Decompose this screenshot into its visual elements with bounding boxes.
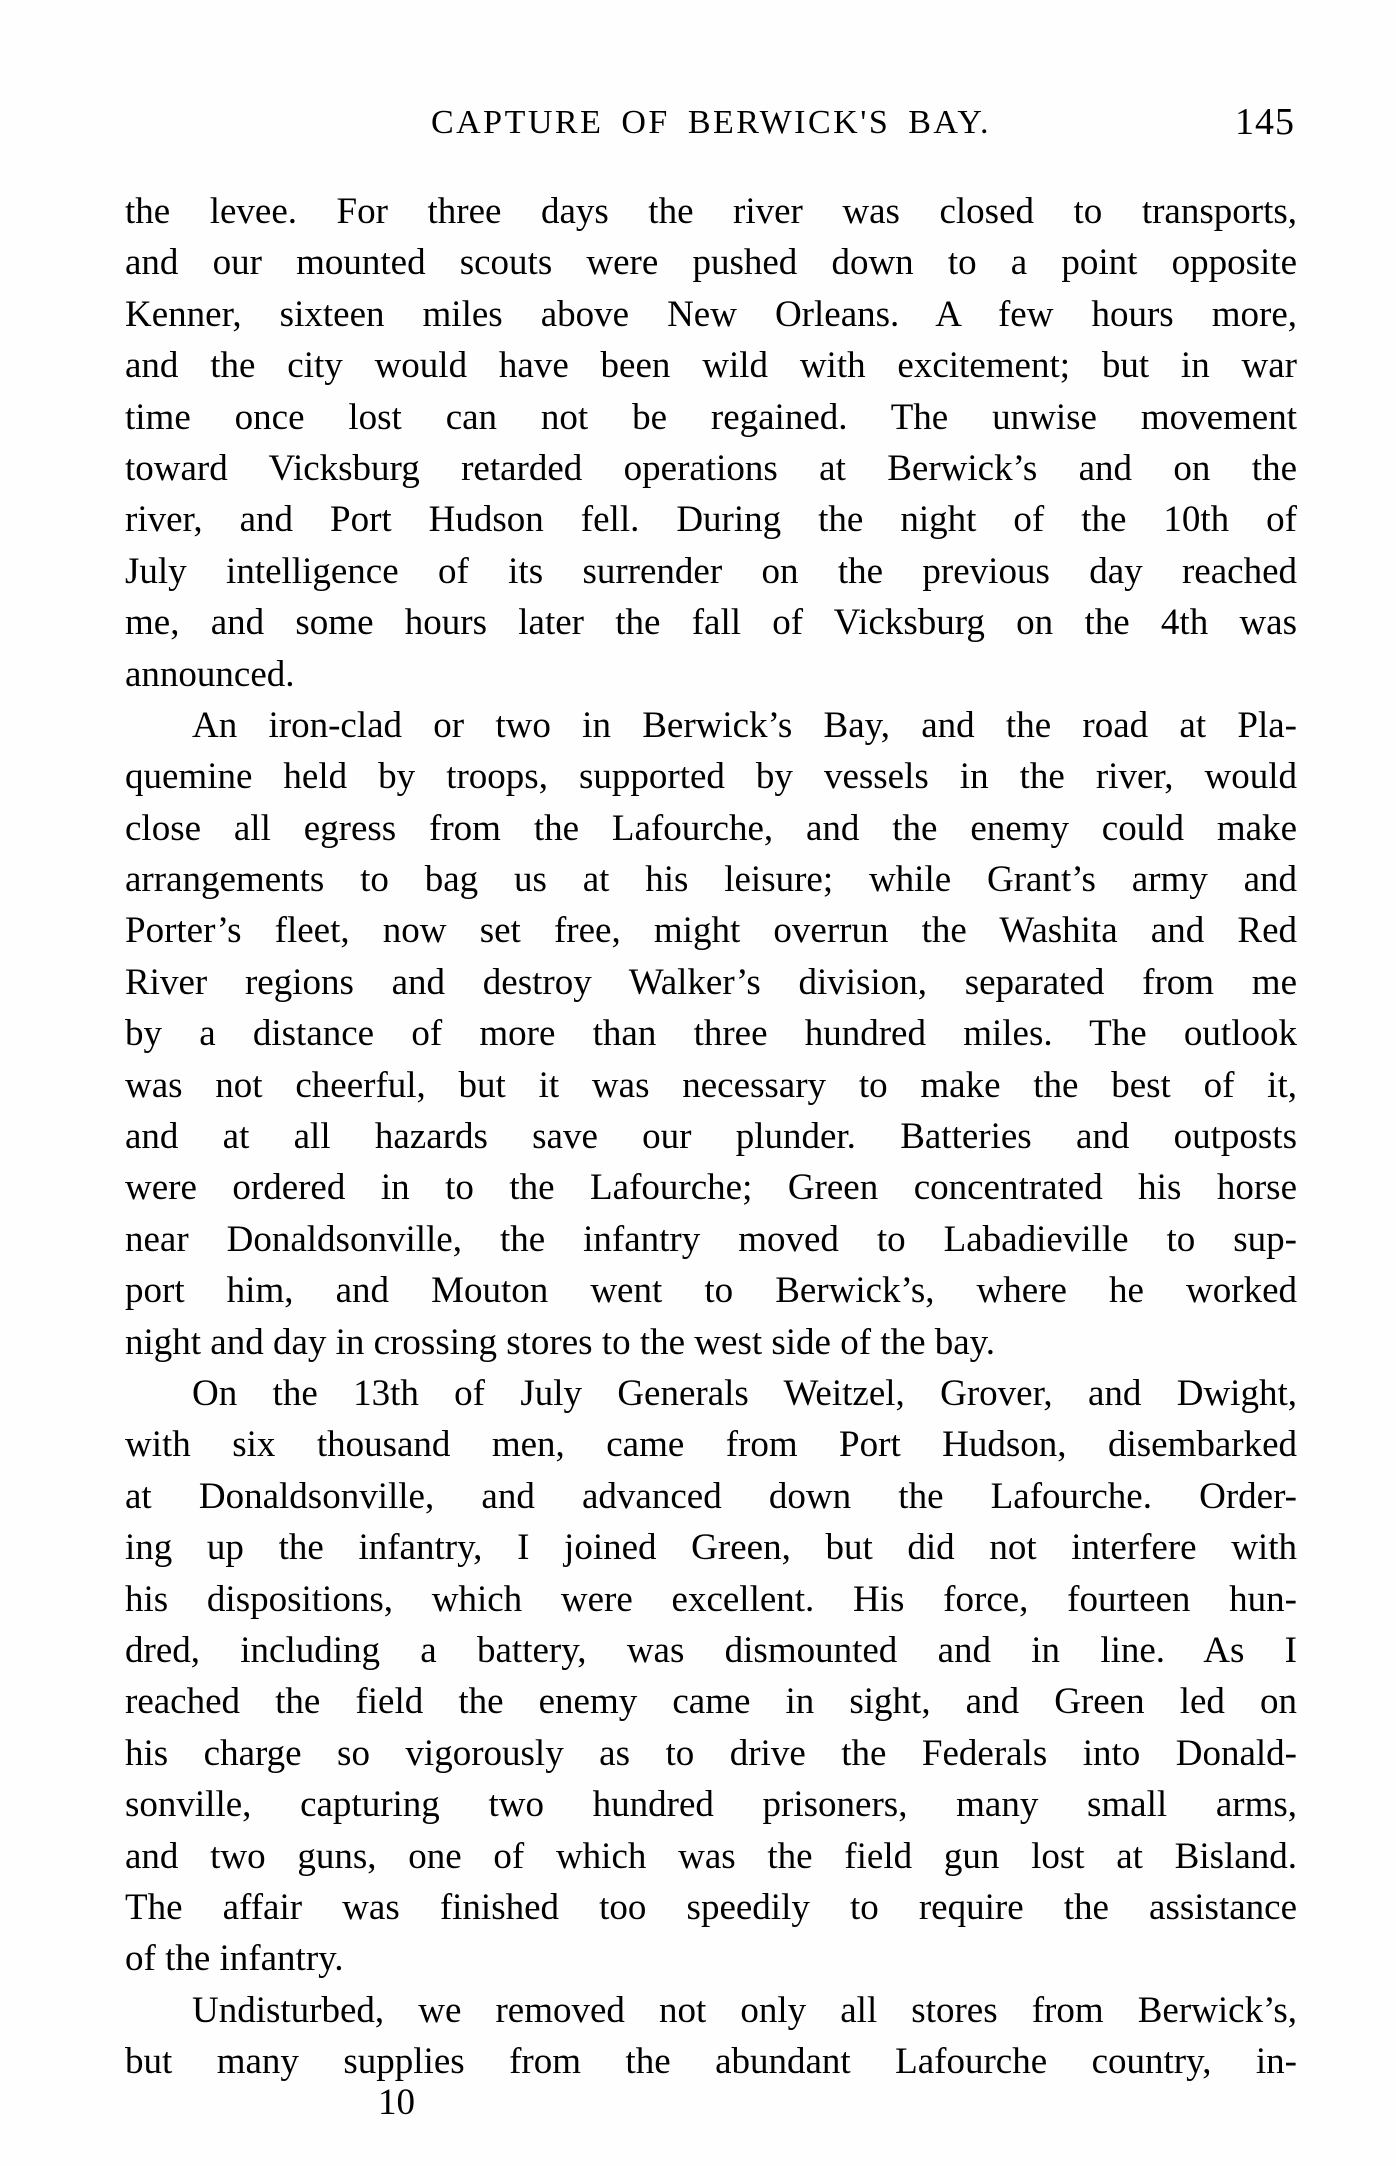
text-line: sonville, capturing two hundred prisoners, many small arms, — [125, 1784, 1297, 1826]
text-line: toward Vicksburg retarded operations at Berwick’s and on the — [125, 447, 1297, 489]
text-line: quemine held by troops, supported by vessels in the river, would — [125, 756, 1297, 798]
text-line: dred, including a battery, was dismounted and in line. As I — [125, 1629, 1297, 1671]
text-line: and our mounted scouts were pushed down to a point opposite — [125, 242, 1297, 284]
page-header — [125, 98, 1297, 150]
text-line: night and day in crossing stores to the west side of the bay. — [125, 1321, 996, 1363]
signature-mark: 10 — [378, 2082, 415, 2123]
text-line: were ordered in to the Lafourche; Green concentrated his horse — [125, 1167, 1297, 1209]
text-line: his charge so vigorously as to drive the Federals into Donald- — [125, 1732, 1297, 1774]
text-line: ing up the infantry, I joined Green, but did not interfere with — [125, 1527, 1297, 1569]
text-line: announced. — [125, 653, 295, 695]
page-body — [125, 186, 1297, 2087]
text-line: July intelligence of its surrender on the previous day reached — [125, 550, 1297, 592]
text-line: Undisturbed, we removed not only all stores from Berwick’s, — [192, 1989, 1297, 2031]
text-line: and the city would have been wild with excitement; but in war — [125, 345, 1297, 387]
text-line: arrangements to bag us at his leisure; while Grant’s army and — [125, 859, 1297, 901]
text-line: time once lost can not be regained. The unwise movement — [125, 396, 1297, 438]
text-line: Kenner, sixteen miles above New Orleans. A few hours more, — [125, 293, 1297, 335]
text-line: Porter’s fleet, now set free, might overrun the Washita and Red — [125, 910, 1297, 952]
text-line: The affair was finished too speedily to require the assistance — [125, 1886, 1297, 1928]
text-line: by a distance of more than three hundred miles. The outlook — [125, 1013, 1297, 1055]
text-line: and two guns, one of which was the field gun lost at Bisland. — [125, 1835, 1297, 1877]
text-line: near Donaldsonville, the infantry moved to Labadieville to sup- — [125, 1218, 1297, 1260]
text-line: An iron-clad or two in Berwick’s Bay, and the road at Pla- — [192, 704, 1297, 746]
text-line: at Donaldsonville, and advanced down the Lafourche. Order- — [125, 1475, 1297, 1517]
text-line: his dispositions, which were excellent. His force, fourteen hun- — [125, 1578, 1297, 1620]
text-line: the levee. For three days the river was closed to transports, — [125, 191, 1297, 232]
text-line: river, and Port Hudson fell. During the night of the 10th of — [125, 499, 1297, 541]
text-line: On the 13th of July Generals Weitzel, Grover, and Dwight, — [192, 1372, 1297, 1414]
running-title: CAPTURE OF BERWICK'S BAY. — [430, 104, 992, 141]
text-line: of the infantry. — [125, 1938, 344, 1980]
text-line: was not cheerful, but it was necessary to make the best of it, — [125, 1064, 1297, 1106]
page-number: 145 — [1235, 101, 1295, 143]
text-line: me, and some hours later the fall of Vicksburg on the 4th was — [125, 602, 1297, 644]
text-line: and at all hazards save our plunder. Batteries and outposts — [125, 1116, 1297, 1158]
text-line: but many supplies from the abundant Lafourche country, in- — [125, 2041, 1297, 2083]
text-line: reached the field the enemy came in sight, and Green led on — [125, 1681, 1297, 1723]
text-line: port him, and Mouton went to Berwick’s, where he worked — [125, 1270, 1297, 1312]
text-line: River regions and destroy Walker’s division, separated from me — [125, 961, 1297, 1003]
text-line: with six thousand men, came from Port Hudson, disembarked — [125, 1424, 1297, 1466]
text-line: close all egress from the Lafourche, and the enemy could make — [125, 807, 1297, 849]
